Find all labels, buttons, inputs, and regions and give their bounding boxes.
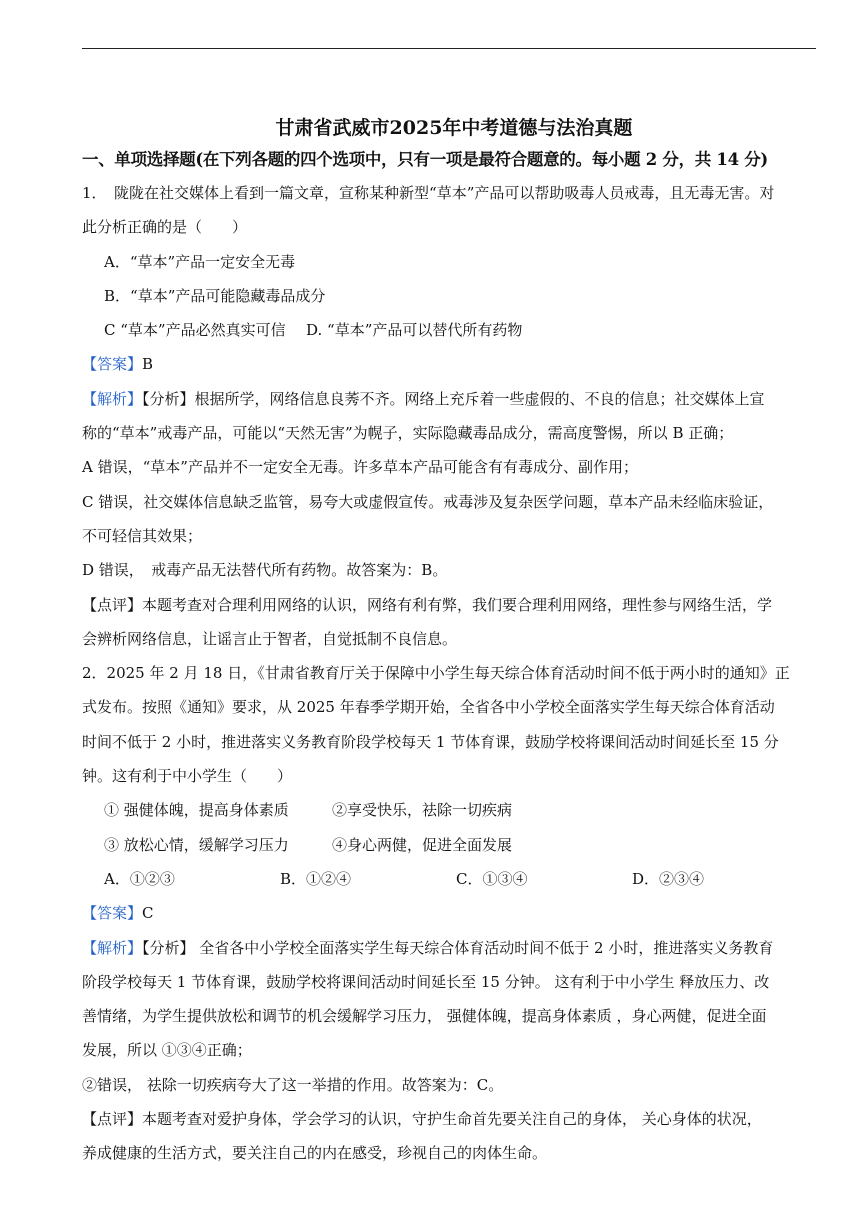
question-1-stem-line-1: 1． 陇陇在社交媒体上看到一篇文章，宣称某种新型“草本”产品可以帮助吸毒人员戒毒，且无毒无害。对 <box>82 184 775 202</box>
section-heading: 一、单项选择题(在下列各题的四个选项中，只有一项是最符合题意的。每小题 2 分，共 14 分) <box>82 150 768 169</box>
document-body <box>82 112 820 1171</box>
question-1-analysis-line-6: D 错误， 戒毒产品无法替代所有药物。故答案为：B。 <box>82 561 448 580</box>
question-1-analysis-line-4: C 错误，社交媒体信息缺乏监管，易夸大或虚假宣传。戒毒涉及复杂医学问题，草本产品未经临床验证， <box>82 492 774 511</box>
analysis-text: 【分析】 全省各中小学校全面落实学生每天综合体育活动时间不低于 2 小时，推进落实义务教育 <box>142 938 774 957</box>
statement-3: ③ 放松心情，缓解学习压力 <box>104 835 289 854</box>
question-2-stem-line-1: 2．2025 年 2 月 18 日，《甘肃省教育厅关于保障中小学生每天综合体育活动时间不低于两小时的通知》正 <box>82 664 790 683</box>
question-2-stem-line-2: 式发布。按照《通知》要求，从 2025 年春季学期开始，全省各中小学校全面落实学生每天综合体育活动 <box>82 698 775 717</box>
question-2-option-a: A．①②③ <box>104 869 175 888</box>
question-2-answer <box>82 896 820 930</box>
question-2-option-c: C．①③④ <box>456 869 528 888</box>
header-rule <box>82 48 816 49</box>
question-2-statement-row-1 <box>82 793 820 827</box>
question-1-comment-line-1: 【点评】本题考查对合理利用网络的认识，网络有利有弊，我们要合理利用网络，理性参与网络生活，学 <box>82 595 773 614</box>
question-2-analysis-line-4: 发展，所以 ①③④正确； <box>82 1041 252 1060</box>
answer-value: C <box>142 904 154 923</box>
question-2 <box>82 656 820 1170</box>
question-2-options-row <box>82 862 820 896</box>
statement-4: ④身心两健，促进全面发展 <box>332 835 513 854</box>
question-1-option-row <box>82 313 820 347</box>
question-1-analysis-line-1 <box>82 382 820 416</box>
question-2-comment-line-1: 【点评】本题考查对爱护身体，学会学习的认识，守护生命首先要关注自己的身体， 关心身体的状况， <box>82 1110 762 1129</box>
question-2-analysis-line-1 <box>82 931 820 965</box>
question-2-analysis-line-3: 善情绪，为学生提供放松和调节的机会缓解学习压力， 强健体魄，提高身体素质 ，身心两健，促进全面 <box>82 1007 767 1026</box>
question-2-option-b: B．①②④ <box>280 869 352 888</box>
statement-1: ① 强健体魄，提高身体素质 <box>104 801 289 820</box>
analysis-text: 【分析】根据所学，网络信息良莠不齐。网络上充斥着一些虚假的、不良的信息；社交媒体上宣 <box>142 389 765 408</box>
analysis-label: 【解析】 <box>82 938 143 957</box>
question-1-analysis-line-3: A 错误，“草本”产品并不一定安全无毒。许多草本产品可能含有有毒成分、副作用； <box>82 458 638 477</box>
question-1-option-c: C “草本”产品必然真实可信 <box>104 321 286 340</box>
question-1 <box>82 176 820 656</box>
question-1-option-b: B．“草本”产品可能隐藏毒品成分 <box>104 286 326 305</box>
question-1-analysis-line-2: 称的“草本”戒毒产品，可能以“天然无害”为幌子，实际隐藏毒品成分，需高度警惕，所以 B 正确； <box>82 424 734 443</box>
question-1-option-a: A．“草本”产品一定安全无毒 <box>104 252 296 271</box>
question-1-analysis-line-5: 不可轻信其效果； <box>82 526 203 545</box>
question-2-option-d: D．②③④ <box>632 869 705 888</box>
analysis-label: 【解析】 <box>82 389 143 408</box>
statement-2: ②享受快乐，祛除一切疾病 <box>332 801 513 820</box>
question-1-answer <box>82 347 820 381</box>
question-2-statement-row-2 <box>82 828 820 862</box>
page-title: 甘肃省武威市2025年中考道德与法治真题 <box>275 117 633 139</box>
question-1-comment-line-2: 会辨析网络信息，让谣言止于智者，自觉抵制不良信息。 <box>82 629 458 648</box>
question-1-stem-line-2: 此分析正确的是（ ） <box>82 218 248 237</box>
question-1-option-d: D. “草本”产品可以替代所有药物 <box>306 321 523 340</box>
answer-value: B <box>142 355 154 374</box>
question-2-analysis-line-5: ②错误， 祛除一切疾病夸大了这一举措的作用。故答案为：C。 <box>82 1075 504 1094</box>
question-2-analysis-line-2: 阶段学校每天 1 节体育课，鼓励学校将课间活动时间延长至 15 分钟。 这有利于中小学生 释放压力、改 <box>82 972 770 991</box>
answer-label: 【答案】 <box>82 904 143 923</box>
answer-label: 【答案】 <box>82 355 143 374</box>
question-2-stem-line-3: 时间不低于 2 小时，推进落实义务教育阶段学校每天 1 节体育课，鼓励学校将课间活动时间延长至 15 分 <box>82 732 779 751</box>
question-2-comment-line-2: 养成健康的生活方式，要关注自己的内在感受，珍视自己的肉体生命。 <box>82 1144 548 1163</box>
question-2-stem-line-4: 钟。这有利于中小学生（ ） <box>82 767 293 786</box>
